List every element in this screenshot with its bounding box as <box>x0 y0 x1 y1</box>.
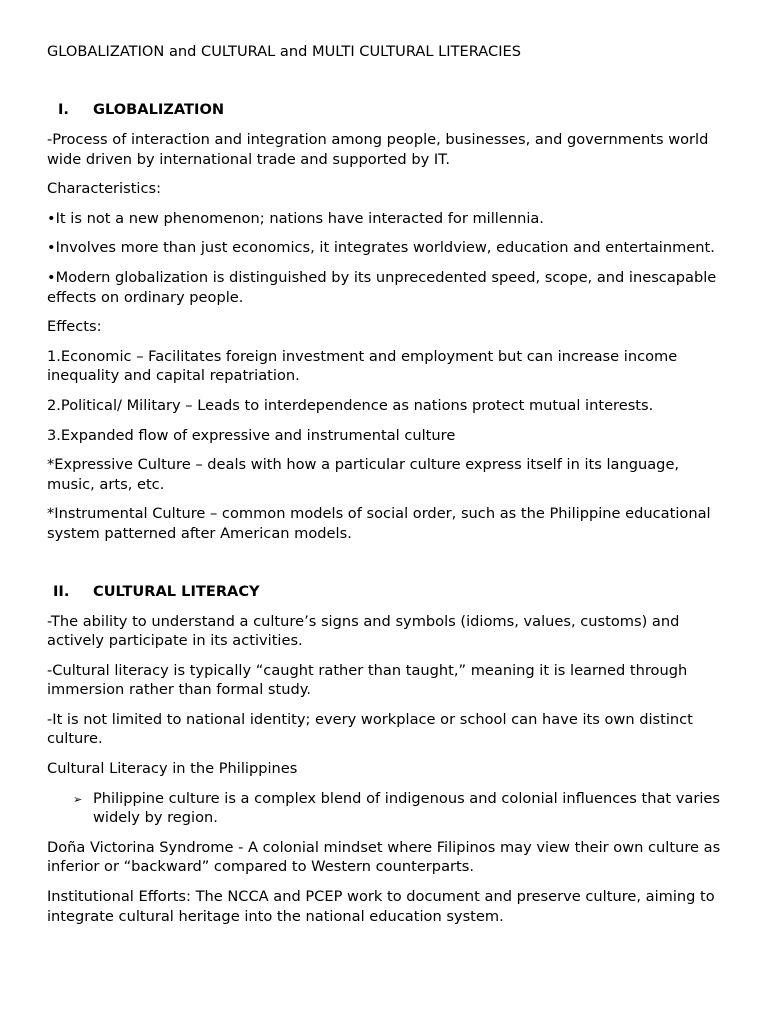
globalization-definition: -Process of interaction and integration among people, businesses, and governments world wide driven by international trade and supported by IT. <box>47 131 709 168</box>
philippines-bullet <box>47 789 727 828</box>
cultural-literacy-point: -Cultural literacy is typically “caught rather than taught,” meaning it is learned through immersion rather than formal study. <box>47 661 688 699</box>
philippines-bullet-text: Philippine culture is a complex blend of indigenous and colonial influences that varies widely by region. <box>93 789 720 827</box>
section-title: CULTURAL LITERACY <box>93 582 260 600</box>
characteristic-item: •Involves more than just economics, it integrates worldview, education and entertainment. <box>47 239 715 257</box>
dona-victorina-syndrome: Doña Victorina Syndrome - A colonial mindset where Filipinos may view their own culture as inferior or “backward” compared to Western counterparts. <box>47 838 721 876</box>
effect-item: 3.Expanded flow of expressive and instrumental culture <box>47 426 456 444</box>
section-heading-cultural-literacy <box>47 582 727 602</box>
effects-label: Effects: <box>47 318 102 336</box>
culture-note: *Expressive Culture – deals with how a particular culture express itself in its language, music, arts, etc. <box>47 456 680 493</box>
culture-note: *Instrumental Culture – common models of social order, such as the Philippine educational system patterned after American models. <box>47 505 711 542</box>
document-page <box>47 42 727 926</box>
section-heading-globalization <box>47 100 727 120</box>
cultural-literacy-point: -The ability to understand a culture’s signs and symbols (idioms, values, customs) and actively participate in its activities. <box>47 612 680 650</box>
characteristic-item: •Modern globalization is distinguished by its unprecedented speed, scope, and inescapable effects on ordinary people. <box>47 268 717 306</box>
effect-item: 1.Economic – Facilitates foreign investment and employment but can increase income inequality and capital repatriation. <box>47 347 678 385</box>
section-number: I. <box>58 101 69 118</box>
section-title: GLOBALIZATION <box>93 101 225 118</box>
arrow-bullet-icon: ➢ <box>73 792 83 806</box>
institutional-efforts: Institutional Efforts: The NCCA and PCEP work to document and preserve culture, aiming to integrate cultural heritage into the national education system. <box>47 888 715 925</box>
effect-item: 2.Political/ Military – Leads to interdependence as nations protect mutual interests. <box>47 396 654 414</box>
characteristics-label: Characteristics: <box>47 180 162 198</box>
section-number: II. <box>53 582 70 600</box>
cultural-literacy-point: -It is not limited to national identity; every workplace or school can have its own distinct culture. <box>47 710 693 748</box>
characteristic-item: •It is not a new phenomenon; nations have interacted for millennia. <box>47 209 544 227</box>
document-title: GLOBALIZATION and CULTURAL and MULTI CULTURAL LITERACIES <box>47 43 521 60</box>
philippines-label: Cultural Literacy in the Philippines <box>47 760 298 778</box>
